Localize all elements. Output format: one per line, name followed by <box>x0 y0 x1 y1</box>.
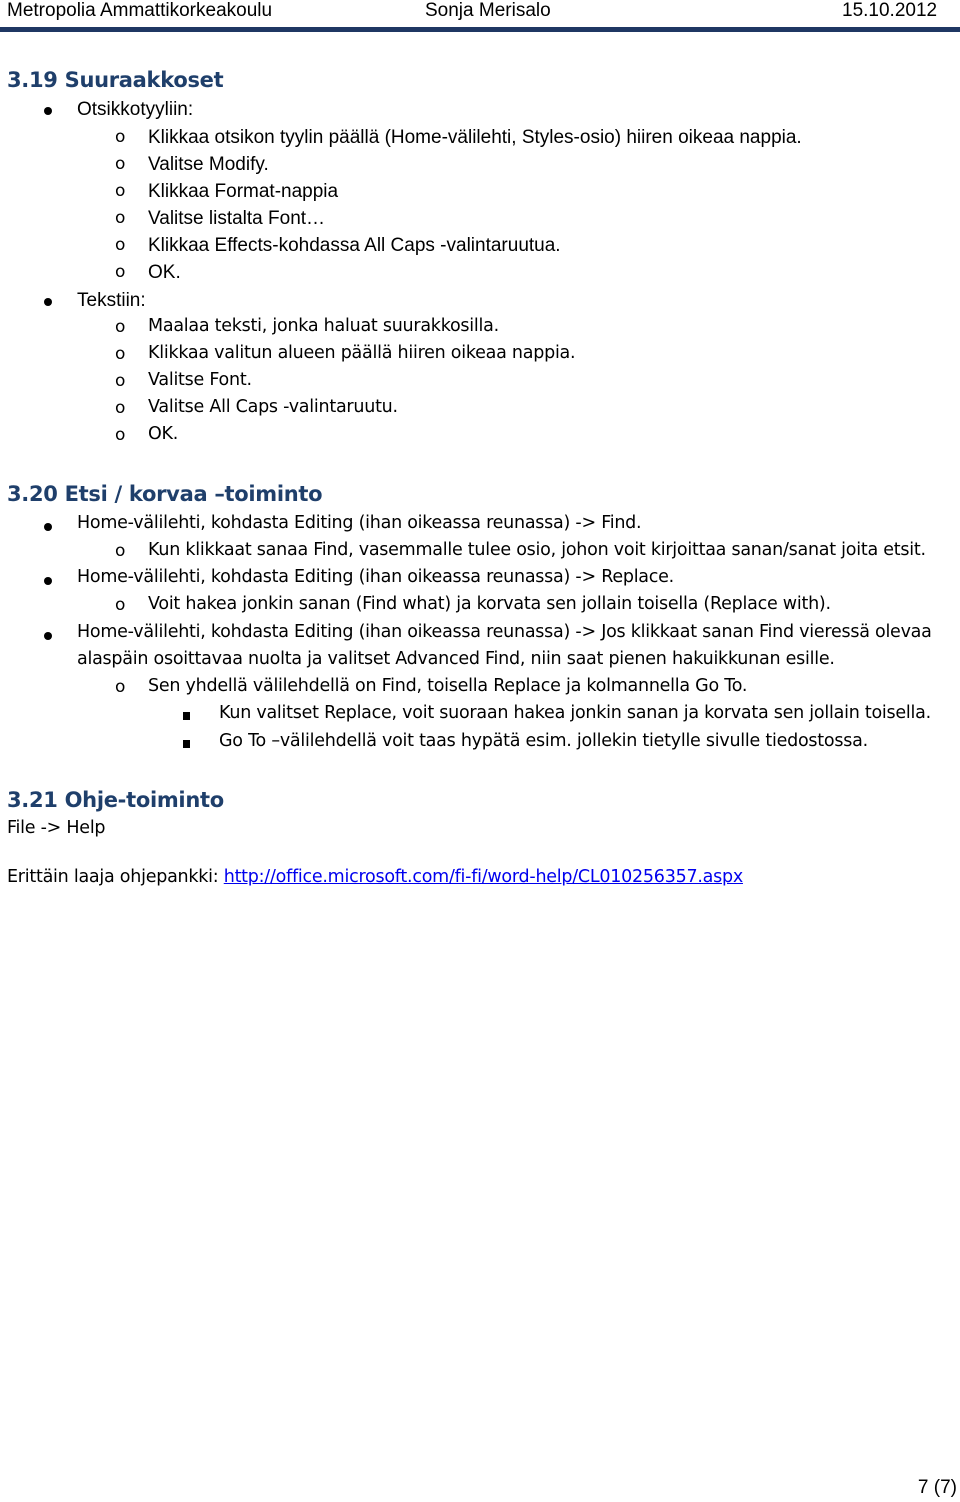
sub-list-item: Valitse All Caps -valintaruutu. <box>148 397 398 417</box>
section-heading-3-19: 3.19 Suuraakkoset <box>7 68 224 92</box>
circle-bullet-icon: o <box>115 371 126 391</box>
list-item: Home-välilehti, kohdasta Editing (ihan oikeassa reunassa) -> Jos klikkaat sanan Find vieressä olevaa <box>77 622 932 642</box>
circle-bullet-icon: o <box>115 181 126 201</box>
sub-list-item: OK. <box>148 262 181 283</box>
circle-bullet-icon: o <box>115 425 126 445</box>
list-item: Home-välilehti, kohdasta Editing (ihan oikeassa reunassa) -> Find. <box>77 513 642 533</box>
circle-bullet-icon: o <box>115 154 126 174</box>
header-date: 15.10.2012 <box>842 0 938 21</box>
circle-bullet-icon: o <box>115 262 126 282</box>
section-heading-3-20: 3.20 Etsi / korvaa –toiminto <box>7 482 323 506</box>
square-bullet-icon <box>183 740 190 748</box>
header-rule <box>0 27 960 32</box>
sub-list-item: Klikkaa otsikon tyylin päällä (Home-välilehti, Styles-osio) hiiren oikeaa nappia. <box>148 127 802 148</box>
header-author: Sonja Merisalo <box>425 0 551 21</box>
list-item: Otsikkotyyliin: <box>77 99 194 120</box>
sub-list-item: Klikkaa Format-nappia <box>148 181 339 202</box>
sub-sub-list-item: Kun valitset Replace, voit suoraan hakea jonkin sanan ja korvata sen jollain toisella. <box>219 703 931 723</box>
circle-bullet-icon: o <box>115 541 126 561</box>
sub-list-item: Kun klikkaat sanaa Find, vasemmalle tulee osio, johon voit kirjoittaa sanan/sanat joita etsit. <box>148 540 926 560</box>
bullet-icon <box>44 523 52 531</box>
sub-list-item: Valitse Font. <box>148 370 252 390</box>
sub-list-item: OK. <box>148 424 179 444</box>
help-link-line <box>7 869 743 887</box>
bullet-icon <box>44 577 52 585</box>
sub-list-item: Klikkaa valitun alueen päällä hiiren oikeaa nappia. <box>148 343 576 363</box>
circle-bullet-icon: o <box>115 235 126 255</box>
help-link[interactable]: http://office.microsoft.com/fi-fi/word-help/CL010256357.aspx <box>223 867 743 887</box>
help-path-text: File -> Help <box>7 818 106 838</box>
circle-bullet-icon: o <box>115 317 126 337</box>
circle-bullet-icon: o <box>115 677 126 697</box>
sub-list-item: Valitse Modify. <box>148 154 269 175</box>
sub-list-item: Sen yhdellä välilehdellä on Find, toisella Replace ja kolmannella Go To. <box>148 676 748 696</box>
sub-list-item: Voit hakea jonkin sanan (Find what) ja korvata sen jollain toisella (Replace with). <box>148 594 831 614</box>
help-link-label: Erittäin laaja ohjepankki: <box>7 867 224 887</box>
circle-bullet-icon: o <box>115 595 126 615</box>
sub-list-item: Valitse listalta Font… <box>148 208 326 229</box>
square-bullet-icon <box>183 712 190 720</box>
page-number: 7 (7) <box>917 1477 957 1498</box>
bullet-icon <box>44 632 52 640</box>
sub-sub-list-item: Go To –välilehdellä voit taas hypätä esim. jollekin tietylle sivulle tiedostossa. <box>219 731 868 751</box>
list-item-continuation: alaspäin osoittavaa nuolta ja valitset Advanced Find, niin saat pienen hakuikkunan esille. <box>77 649 835 669</box>
sub-list-item: Maalaa teksti, jonka haluat suurakkosilla. <box>148 316 499 336</box>
sub-list-item: Klikkaa Effects-kohdassa All Caps -valintaruutua. <box>148 235 561 256</box>
section-heading-3-21: 3.21 Ohje-toiminto <box>7 788 224 812</box>
list-item: Home-välilehti, kohdasta Editing (ihan oikeassa reunassa) -> Replace. <box>77 567 674 587</box>
circle-bullet-icon: o <box>115 127 126 147</box>
list-item: Tekstiin: <box>77 290 146 311</box>
header-organization: Metropolia Ammattikorkeakoulu <box>7 0 273 21</box>
circle-bullet-icon: o <box>115 398 126 418</box>
circle-bullet-icon: o <box>115 208 126 228</box>
bullet-icon <box>44 298 52 306</box>
circle-bullet-icon: o <box>115 344 126 364</box>
bullet-icon <box>44 107 52 115</box>
